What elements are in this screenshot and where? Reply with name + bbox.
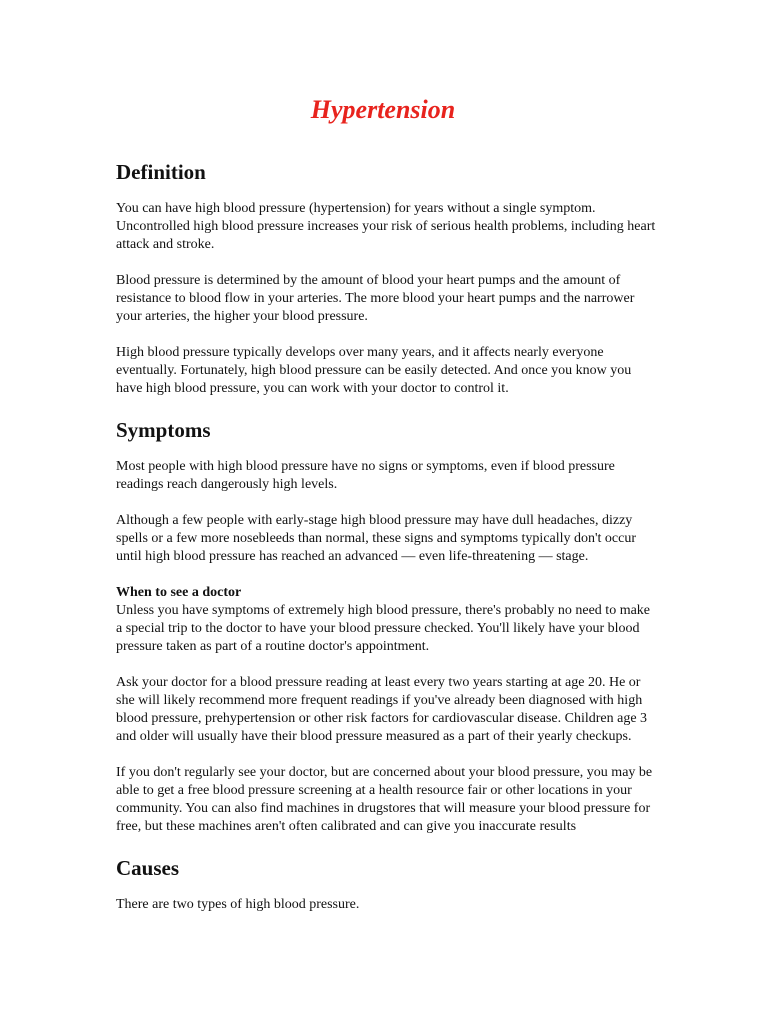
section-heading-definition: Definition — [116, 160, 206, 184]
paragraph: Ask your doctor for a blood pressure reading at least every two years starting at age 20. He or she will likely recommend more frequent readings if you've already been diagnosed with high blood pressure, prehypertension or other risk factors for cardiovascular disease. Children age 3 and older will usually have their blood pressure measured as a part of their yearly checkups. — [116, 675, 648, 744]
paragraph-with-subheading — [116, 584, 656, 656]
section-definition — [116, 158, 656, 398]
paragraph: There are two types of high blood pressure. — [116, 897, 360, 912]
paragraph: You can have high blood pressure (hypertension) for years without a single symptom. Uncontrolled high blood pressure increases your risk of serious health problems, including heart attack and stroke. — [116, 201, 656, 252]
paragraph: Blood pressure is determined by the amount of blood your heart pumps and the amount of resistance to blood flow in your arteries. The more blood your heart pumps and the narrower your arteries, the higher your blood pressure. — [116, 273, 635, 324]
paragraph-text: Unless you have symptoms of extremely high blood pressure, there's probably no need to make a special trip to the doctor to have your blood pressure checked. You'll likely have your blood pressure taken as part of a routine doctor's appointment. — [116, 603, 651, 654]
section-symptoms — [116, 416, 656, 836]
subheading-when-to-see-doctor: When to see a doctor — [116, 585, 242, 600]
paragraph: Most people with high blood pressure have no signs or symptoms, even if blood pressure readings reach dangerously high levels. — [116, 459, 615, 492]
section-heading-causes: Causes — [116, 856, 180, 880]
section-heading-symptoms: Symptoms — [116, 418, 211, 442]
document-title: Hypertension — [310, 95, 456, 124]
paragraph: If you don't regularly see your doctor, but are concerned about your blood pressure, you may be able to get a free blood pressure screening at a health resource fair or other locations in your community. You can also find machines in drugstores that will measure your blood pressure for free, but these machines aren't often calibrated and can give you inaccurate results — [116, 765, 653, 834]
document-content — [116, 158, 656, 932]
paragraph: Although a few people with early-stage high blood pressure may have dull headaches, dizzy spells or a few more nosebleeds than normal, these signs and symptoms typically don't occur until high blood pressure has reached an advanced — even life-threatening — stage. — [116, 513, 637, 564]
section-causes — [116, 854, 656, 914]
paragraph: High blood pressure typically develops over many years, and it affects nearly everyone eventually. Fortunately, high blood pressure can be easily detected. And once you know you have high blood pressure, you can work with your doctor to control it. — [116, 345, 632, 396]
